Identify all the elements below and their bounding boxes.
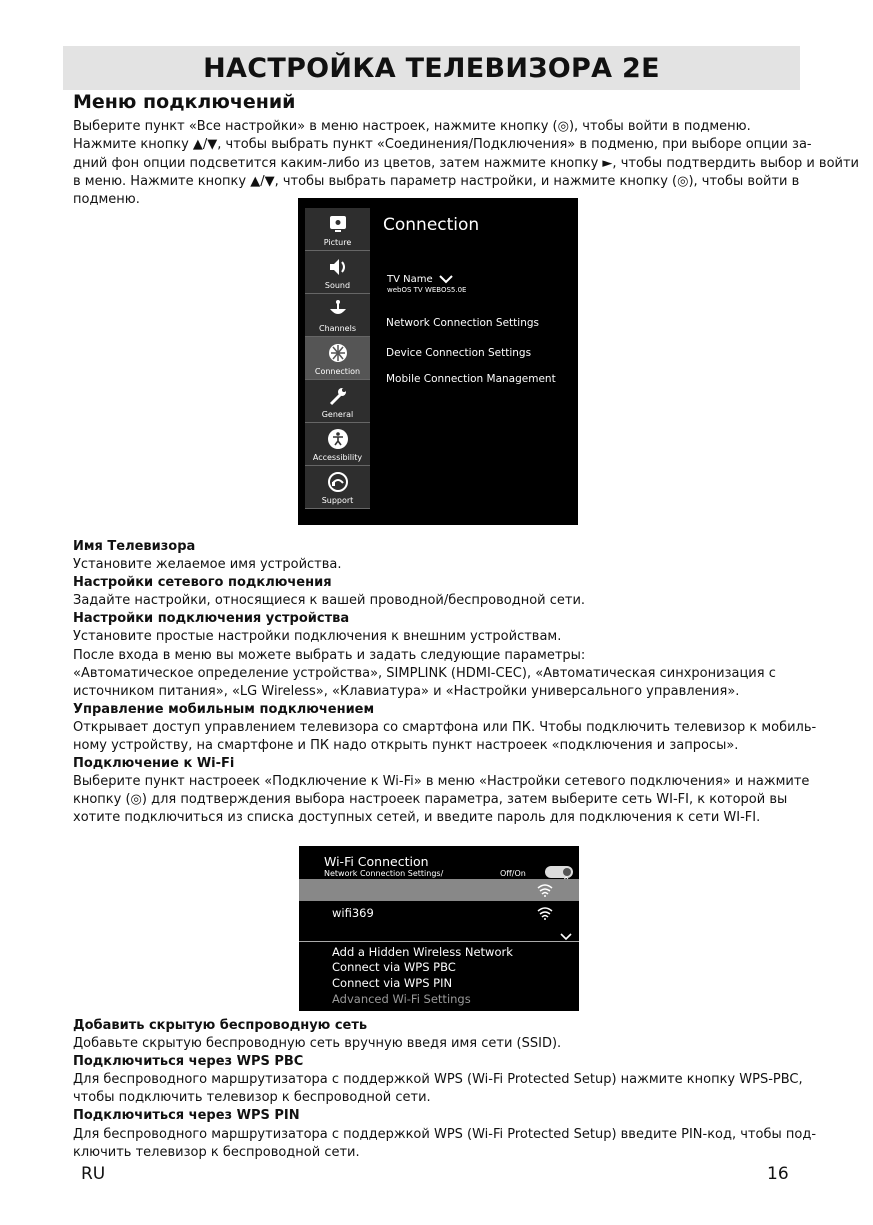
header-bar (63, 46, 800, 90)
chevron-down-icon (439, 275, 453, 284)
wifi-descriptions (73, 1017, 817, 1162)
tv-name-value: webOS TV WEBOS5.0E (387, 286, 467, 294)
desc-line: Установите желаемое имя устройства. (73, 557, 342, 573)
wifi-title: Wi-Fi Connection (324, 854, 429, 869)
sidebar-label: Sound (324, 281, 351, 290)
desc-line: хотите подключиться из списка доступных сетей, и введите пароль для подключения к сети WI-FI. (73, 810, 761, 826)
channels-icon (327, 299, 349, 321)
desc-line: кнопку (◎) для подтверждения выбора настроеек параметра, затем выберите сеть WI-FI, к которой вы (73, 792, 788, 808)
chevron-up-icon[interactable]: ⌃ (562, 876, 571, 887)
sidebar-label: Connection (314, 367, 361, 376)
connection-title: Connection (383, 215, 480, 235)
wifi-signal-icon (537, 907, 553, 920)
sidebar-item-picture[interactable] (305, 208, 370, 251)
sidebar-label: Channels (318, 324, 356, 333)
sidebar-item-general[interactable] (305, 380, 370, 423)
page-title: НАСТРОЙКА ТЕЛЕВИЗОРА 2Е (203, 52, 660, 84)
sidebar-item-accessibility[interactable] (305, 423, 370, 466)
wifi-connection-menu (299, 846, 579, 1011)
desc-line: После входа в меню вы можете выбрать и задать следующие параметры: (73, 647, 586, 663)
section-title: Меню подключений (73, 91, 296, 113)
desc-line: ному устройству, на смартфоне и ПК надо открыть пункт настроеек «подключения и запросы». (73, 738, 739, 754)
intro-line: дний фон опции подсветится каким-либо из цветов, затем нажмите кнопку ►, чтобы подтвердить выбор и войти (73, 155, 859, 171)
desc-line: ключить телевизор к беспроводной сети. (73, 1144, 360, 1160)
sidebar-label: Picture (323, 238, 352, 247)
desc-line: Установите простые настройки подключения к внешним устройствам. (73, 629, 562, 645)
wifi-breadcrumb: Network Connection Settings/ (324, 869, 444, 878)
desc-heading: Добавить скрытую беспроводную сеть (73, 1018, 368, 1033)
intro-line: Нажмите кнопку ▲/▼, чтобы выбрать пункт «Соединения/Подключения» в подменю, при выборе опции за- (73, 137, 812, 153)
desc-heading: Имя Телевизора (73, 539, 196, 554)
selected-network-row[interactable] (299, 879, 579, 901)
desc-heading: Подключиться через WPS PBC (73, 1054, 304, 1070)
desc-line: Задайте настройки, относящиеся к вашей проводной/беспроводной сети. (73, 593, 586, 609)
desc-line: чтобы подключить телевизор к беспроводной сети. (73, 1090, 431, 1106)
connection-icon (327, 342, 349, 364)
sound-icon (327, 256, 349, 278)
page-number: 16 (767, 1164, 789, 1184)
sidebar-item-support[interactable] (305, 466, 370, 509)
tv-sidebar (305, 208, 370, 509)
wps-pin-option[interactable]: Connect via WPS PIN (332, 976, 453, 990)
desc-line: источником питания», «LG Wireless», «Клавиатура» и «Настройки универсального управления». (73, 683, 740, 699)
wrench-icon (327, 385, 349, 407)
desc-line: Для беспроводного маршрутизатора с поддержкой WPS (Wi-Fi Protected Setup) введите PIN-код, чтобы под- (73, 1126, 817, 1142)
intro-line: подменю. (73, 192, 140, 208)
divider (299, 941, 579, 942)
wps-pbc-option[interactable]: Connect via WPS PBC (332, 960, 456, 974)
intro-line: Выберите пункт «Все настройки» в меню настроек, нажмите кнопку (◎), чтобы войти в подменю. (73, 119, 751, 134)
wifi-signal-icon (537, 884, 553, 897)
accessibility-icon (327, 428, 349, 450)
chevron-down-icon[interactable] (560, 933, 572, 941)
desc-line: Открывает доступ управлением телевизора со смартфона или ПК. Чтобы подключить телевизор к мобиль- (73, 719, 817, 735)
tv-name-option[interactable] (387, 274, 453, 285)
intro-line: в меню. Нажмите кнопку ▲/▼, чтобы выбрать параметр настройки, и нажмите кнопку (◎), чтобы войти в (73, 173, 800, 189)
tv-connection-menu (298, 198, 578, 525)
advanced-wifi-settings-option[interactable]: Advanced Wi-Fi Settings (332, 992, 471, 1006)
add-hidden-network-option[interactable]: Add a Hidden Wireless Network (332, 945, 513, 959)
desc-heading: Настройки подключения устройства (73, 611, 350, 627)
desc-heading: Настройки сетевого подключения (73, 575, 332, 591)
sidebar-label: Support (321, 496, 354, 505)
desc-heading: Подключение к Wi-Fi (73, 756, 235, 772)
network-connection-settings-option[interactable]: Network Connection Settings (386, 317, 539, 329)
wifi-network-item[interactable]: wifi369 (332, 906, 374, 920)
desc-line: «Автоматическое определение устройства», SIMPLINK (HDMI-CEC), «Автоматическая синхронизация с (73, 665, 776, 681)
wifi-toggle-label: Off/On (500, 869, 526, 878)
desc-line: Для беспроводного маршрутизатора с поддержкой WPS (Wi-Fi Protected Setup) нажмите кнопку WPS-PBC, (73, 1072, 803, 1088)
desc-line: Добавьте скрытую беспроводную сеть вручную введя имя сети (SSID). (73, 1036, 562, 1052)
sidebar-label: Accessibility (312, 453, 363, 462)
picture-icon (327, 213, 349, 235)
sidebar-label: General (321, 410, 354, 419)
sidebar-item-connection[interactable] (305, 337, 370, 380)
toggle-knob (563, 868, 571, 876)
mobile-connection-management-option[interactable]: Mobile Connection Management (386, 373, 556, 385)
device-connection-settings-option[interactable]: Device Connection Settings (386, 347, 532, 359)
desc-line: Выберите пункт настроеек «Подключение к Wi-Fi» в меню «Настройки сетевого подключения» и нажмите (73, 774, 810, 790)
desc-heading: Подключиться через WPS PIN (73, 1108, 300, 1124)
intro-paragraph (73, 118, 859, 209)
sidebar-item-sound[interactable] (305, 251, 370, 294)
footer-language: RU (81, 1164, 106, 1184)
desc-heading: Управление мобильным подключением (73, 701, 375, 717)
sidebar-item-channels[interactable] (305, 294, 370, 337)
support-icon (327, 471, 349, 493)
tv-name-label: TV Name (387, 274, 433, 285)
connection-descriptions (73, 538, 817, 828)
